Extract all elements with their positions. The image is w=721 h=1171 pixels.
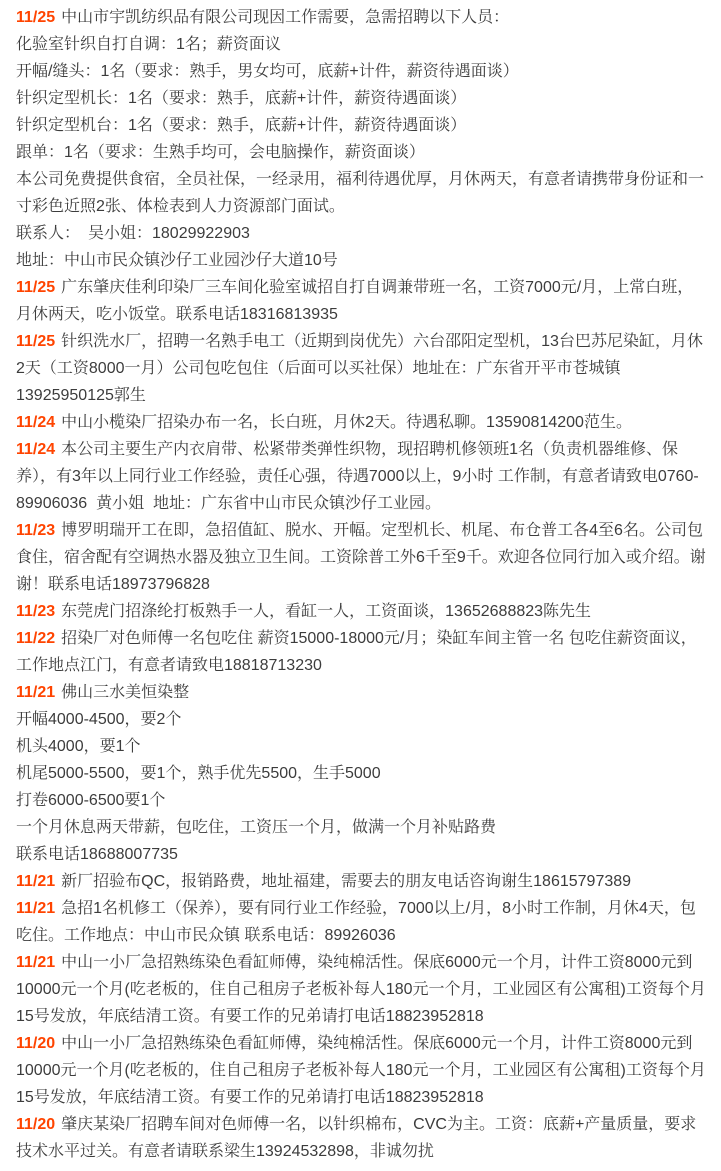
- post-date: 11/23: [16, 522, 56, 539]
- post-text: 针织定型机长：1名（要求：熟手，底薪+计件，薪资待遇面谈）: [16, 90, 467, 107]
- post-date: 11/21: [16, 873, 56, 890]
- post-text: 机尾5000-5500，要1个，熟手优先5500，生手5000: [16, 765, 381, 782]
- job-post: [16, 328, 706, 409]
- job-post: [16, 625, 706, 679]
- job-post: [16, 760, 706, 787]
- post-date: 11/23: [16, 603, 56, 620]
- post-text: 广东肇庆佳利印染厂三车间化验室诚招自打自调兼带班一名，工资7000元/月，上常白班，月休两天，吃小饭堂。联系电话18316813935: [16, 279, 694, 323]
- post-text: 打卷6000-6500要1个: [16, 792, 166, 809]
- job-post: [16, 1111, 706, 1165]
- job-post: [16, 895, 706, 949]
- post-date: 11/25: [16, 9, 56, 26]
- job-post: [16, 841, 706, 868]
- post-text: 佛山三水美恒染整: [61, 684, 190, 701]
- post-date: 11/25: [16, 333, 56, 350]
- job-post: [16, 814, 706, 841]
- post-text: 新厂招验布QC，报销路费，地址福建，需要去的朋友电话咨询谢生18615797389: [61, 873, 632, 890]
- job-post: [16, 166, 706, 220]
- post-text: 一个月休息两天带薪，包吃住，工资压一个月，做满一个月补贴路费: [16, 819, 497, 836]
- post-text: 机头4000，要1个: [16, 738, 141, 755]
- post-text: 化验室针织自打自调：1名；薪资面议: [16, 36, 281, 53]
- job-post: [16, 949, 706, 1030]
- post-text: 中山一小厂急招熟练染色看缸师傅，染纯棉活性。保底6000元一个月，计件工资8000元到10000元一个月(吃老板的，住自己租房子老板补每人180元一个月，工业园区有公寓租)工资每个月15号发放，年底结清工资。有要工作的兄弟请打电话18823952818: [16, 1035, 706, 1106]
- post-text: 博罗明瑞开工在即，急招值缸、脱水、开幅。定型机长、机尾、布仓普工各4至6名。公司包食住，宿舍配有空调热水器及独立卫生间。工资除普工外6千至9千。欢迎各位同行加入或介绍。谢谢！联系电话18973796828: [16, 522, 706, 593]
- job-post: [16, 733, 706, 760]
- job-post: [16, 598, 706, 625]
- job-post: [16, 787, 706, 814]
- job-post: [16, 58, 706, 85]
- post-text: 中山市宇凯纺织品有限公司现因工作需要，急需招聘以下人员：: [61, 9, 510, 26]
- post-date: 11/21: [16, 900, 56, 917]
- job-post: [16, 139, 706, 166]
- post-text: 开幅4000-4500，要2个: [16, 711, 182, 728]
- post-text: 中山小榄染厂招染办布一名，长白班，月休2天。待遇私聊。13590814200范生。: [61, 414, 632, 431]
- post-text: 中山一小厂急招熟练染色看缸师傅，染纯棉活性。保底6000元一个月，计件工资8000元到10000元一个月(吃老板的，住自己租房子老板补每人180元一个月，工业园区有公寓租)工资每个月15号发放，年底结清工资。有要工作的兄弟请打电话18823952818: [16, 954, 706, 1025]
- post-text: 联系电话18688007735: [16, 846, 178, 863]
- post-date: 11/21: [16, 954, 56, 971]
- job-post: [16, 517, 706, 598]
- job-post: [16, 1030, 706, 1111]
- post-text: 本公司主要生产内衣肩带、松紧带类弹性织物，现招聘机修领班1名（负责机器维修、保养），有3年以上同行业工作经验，责任心强，待遇7000以上，9小时 工作制，有意者请致电0760-89906036 黄小姐 地址：广东省中山市民众镇沙仔工业园。: [16, 441, 699, 512]
- post-date: 11/22: [16, 630, 56, 647]
- post-text: 联系人： 吴小姐：18029922903: [16, 225, 250, 242]
- post-text: 东莞虎门招涤纶打板熟手一人，看缸一人，工资面谈，13652688823陈先生: [61, 603, 592, 620]
- job-post: [16, 679, 706, 706]
- post-text: 本公司免费提供食宿，全员社保，一经录用，福利待遇优厚，月休两天，有意者请携带身份证和一寸彩色近照2张、体检表到人力资源部门面试。: [16, 171, 705, 215]
- post-text: 跟单：1名（要求：生熟手均可，会电脑操作，薪资面谈）: [16, 144, 425, 161]
- post-date: 11/24: [16, 441, 56, 458]
- post-date: 11/25: [16, 279, 56, 296]
- job-post: [16, 706, 706, 733]
- job-post: [16, 4, 706, 31]
- job-post: [16, 409, 706, 436]
- job-post: [16, 247, 706, 274]
- job-post: [16, 112, 706, 139]
- post-date: 11/21: [16, 684, 56, 701]
- job-post: [16, 31, 706, 58]
- post-date: 11/20: [16, 1116, 56, 1133]
- job-post: [16, 436, 706, 517]
- post-text: 地址：中山市民众镇沙仔工业园沙仔大道10号: [16, 252, 338, 269]
- post-date: 11/20: [16, 1035, 56, 1052]
- post-date: 11/24: [16, 414, 56, 431]
- job-post: [16, 868, 706, 895]
- post-text: 招染厂对色师傅一名包吃住 薪资15000-18000元/月；染缸车间主管一名 包吃住薪资面议，工作地点江门，有意者请致电18818713230: [16, 630, 697, 674]
- job-post: [16, 220, 706, 247]
- post-text: 针织洗水厂，招聘一名熟手电工（近期到岗优先）六台邵阳定型机，13台巴苏尼染缸，月休2天（工资8000一月）公司包吃包住（后面可以买社保）地址在：广东省开平市苍城镇13925950125郭生: [16, 333, 703, 404]
- post-text: 肇庆某染厂招聘车间对色师傅一名，以针织棉布，CVC为主。工资：底薪+产量质量，要求技术水平过关。有意者请联系梁生13924532898，非诚勿扰: [16, 1116, 697, 1160]
- job-post: [16, 274, 706, 328]
- post-text: 开幅/缝头：1名（要求：熟手，男女均可，底薪+计件，薪资待遇面谈）: [16, 63, 519, 80]
- post-text: 急招1名机修工（保养），要有同行业工作经验，7000以上/月，8小时工作制，月休4天，包吃住。工作地点：中山市民众镇 联系电话：89926036: [16, 900, 696, 944]
- job-post: [16, 85, 706, 112]
- post-text: 针织定型机台：1名（要求：熟手，底薪+计件，薪资待遇面谈）: [16, 117, 467, 134]
